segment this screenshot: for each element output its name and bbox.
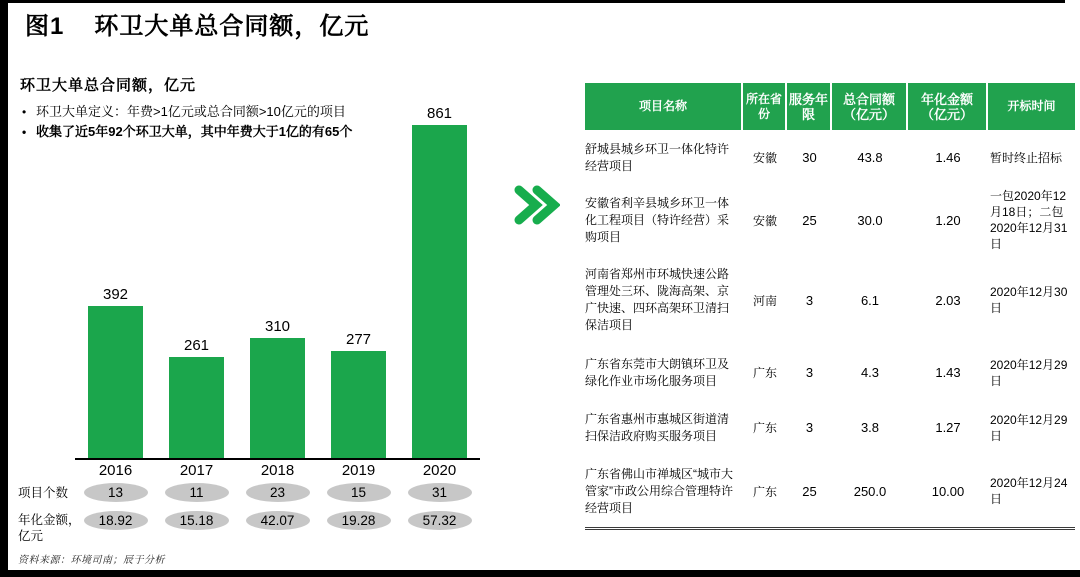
- bar-value-label: 277: [345, 331, 372, 348]
- bar-value-label: 392: [102, 286, 129, 303]
- pill-value: 13: [84, 483, 148, 502]
- pill-slot: [75, 483, 156, 502]
- row-label-annualized-amount: 年化金额，亿元: [18, 513, 81, 543]
- table-header-cell: 年化金额（亿元）: [908, 83, 988, 130]
- table-cell: 2020年12月29日: [990, 412, 1068, 443]
- table-header-cell: 服务年限: [787, 83, 832, 130]
- table-cell: 30: [802, 150, 817, 165]
- table-cell: 2.03: [935, 292, 961, 308]
- pill-value: 15.18: [165, 511, 229, 530]
- source-note: 资料来源：环境司南；辰于分析: [18, 555, 165, 566]
- pill-slot: [237, 511, 318, 530]
- x-tick-label: 2018: [260, 462, 295, 479]
- table-cell: 43.8: [857, 150, 883, 165]
- table-cell: 2020年12月29日: [990, 357, 1068, 388]
- bar-slot-2016: [75, 286, 156, 458]
- table-cell: 安徽: [752, 151, 777, 165]
- table-body: [585, 130, 1075, 530]
- pill-value: 15: [327, 483, 391, 502]
- pill-value: 19.28: [327, 511, 391, 530]
- pill-value: 57.32: [408, 511, 472, 530]
- table-cell: 广东省东莞市大朗镇环卫及绿化作业市场化服务项目: [585, 356, 730, 388]
- table-cell: 1.46: [935, 150, 961, 165]
- pill-value: 18.92: [84, 511, 148, 530]
- table-cell: 6.1: [860, 292, 880, 308]
- bar: [331, 351, 386, 458]
- bullet-definition: • 环卫大单定义：年费>1亿元或总合同额>10亿元的项目: [20, 102, 490, 122]
- table-cell: 25: [802, 483, 817, 499]
- bar-value-label: 310: [264, 318, 291, 335]
- bar-slot-2020: [399, 105, 480, 458]
- table-cell: 河南省郑州市环城快速公路管理处三环、陇海高架、京广快速、四环高架环卫清扫保洁项目: [585, 267, 730, 332]
- table-cell: 一包2020年12月18日；二包2020年12月31日: [990, 189, 1068, 251]
- table-header-cell: 所在省份: [743, 83, 787, 130]
- table-header-cell: 开标时间: [1007, 99, 1056, 113]
- projects-table: [585, 83, 1075, 530]
- table-cell: 2020年12月30日: [990, 285, 1068, 315]
- table-cell: 10.00: [931, 483, 965, 499]
- bar: [88, 306, 143, 458]
- table-row: [585, 255, 1075, 345]
- table-cell: 安徽: [752, 213, 777, 228]
- table-cell: 25: [802, 212, 817, 228]
- table-row: [585, 400, 1075, 455]
- bar-slot-2019: [318, 331, 399, 458]
- pill-slot: [156, 483, 237, 502]
- pill-slot: [318, 483, 399, 502]
- frame-top-bar: [0, 0, 1065, 3]
- pill-slot: [75, 511, 156, 530]
- pill-slot: [399, 483, 480, 502]
- table-cell: 3: [805, 292, 814, 308]
- table-cell: 安徽省利辛县城乡环卫一体化工程项目（特许经营）采购项目: [585, 195, 730, 244]
- table-cell: 河南: [752, 293, 777, 308]
- table-cell: 1.43: [935, 365, 961, 380]
- x-axis-labels: [75, 462, 480, 479]
- pill-slot: [399, 511, 480, 530]
- bar-value-label: 261: [183, 337, 210, 354]
- row-label-project-count: 项目个数: [18, 486, 69, 500]
- bar: [169, 357, 224, 458]
- double-chevron-right-icon: [514, 182, 560, 228]
- pill-value: 11: [165, 483, 229, 502]
- table-row: [585, 345, 1075, 400]
- pill-slot: [156, 511, 237, 530]
- table-row: [585, 130, 1075, 185]
- x-tick-label: 2017: [179, 462, 214, 479]
- table-header-row: [585, 83, 1075, 130]
- table-row: [585, 455, 1075, 527]
- table-cell: 4.3: [860, 365, 880, 380]
- table-cell: 30.0: [857, 212, 883, 228]
- pill-row-project-count: [75, 483, 480, 502]
- bar-value-label: 861: [426, 105, 453, 122]
- table-cell: 1.27: [935, 420, 961, 435]
- pill-slot: [237, 483, 318, 502]
- bar-slot-2017: [156, 337, 237, 458]
- frame-left-bar: [0, 0, 8, 577]
- x-tick-label: 2020: [422, 462, 457, 479]
- figure-label: 图1: [25, 13, 65, 40]
- table-cell: 1.20: [935, 212, 961, 228]
- table-cell: 广东省佛山市禅城区“城市大管家”市政公用综合管理特许经营项目: [585, 466, 733, 515]
- chart-title: 环卫大单总合同额，亿元: [20, 77, 197, 94]
- pill-row-annualized-amount: [75, 511, 480, 530]
- table-cell: 广东: [752, 421, 777, 435]
- table-cell: 暂时终止招标: [990, 150, 1063, 165]
- x-tick-label: 2016: [98, 462, 133, 479]
- pill-value: 42.07: [246, 511, 310, 530]
- table-cell: 2020年12月24日: [990, 476, 1068, 506]
- x-tick-label: 2019: [341, 462, 376, 479]
- table-cell: 3: [805, 420, 814, 435]
- frame-bottom-bar: [0, 570, 1080, 577]
- table-cell: 广东: [752, 366, 777, 380]
- page-title: [25, 6, 369, 41]
- table-cell: 广东: [752, 484, 777, 499]
- table-cell: 舒城县城乡环卫一体化特许经营项目: [585, 141, 730, 173]
- bar: [250, 338, 305, 458]
- table-header-cell: 项目名称: [585, 83, 743, 130]
- bar: [412, 125, 467, 458]
- pill-slot: [318, 511, 399, 530]
- page-title-text: 环卫大单总合同额，亿元: [94, 13, 370, 40]
- table-row: [585, 185, 1075, 255]
- table-header-cell: 总合同额（亿元）: [832, 83, 908, 130]
- bullet-collection: • 收集了近5年92个环卫大单，其中年费大于1亿的有65个: [20, 122, 490, 142]
- pill-value: 23: [246, 483, 310, 502]
- table-cell: 3.8: [860, 420, 880, 435]
- table-cell: 3: [805, 365, 814, 380]
- pill-value: 31: [408, 483, 472, 502]
- table-cell: 广东省惠州市惠城区街道清扫保洁政府购买服务项目: [585, 411, 730, 443]
- table-cell: 250.0: [853, 483, 887, 499]
- bar-slot-2018: [237, 318, 318, 458]
